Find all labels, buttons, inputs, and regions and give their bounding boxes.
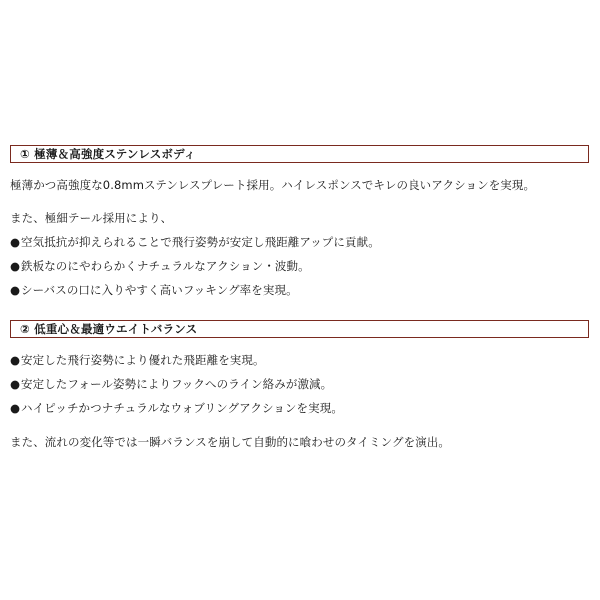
section-1-intro: また、極細テール採用により、	[10, 211, 173, 225]
bullet-icon: ●	[10, 401, 21, 415]
section-2-title: ② 低重心＆最適ウエイトバランス	[20, 322, 198, 336]
section-1-paragraph: 極薄かつ高強度な0.8mmステンレスプレート採用。ハイレスポンスでキレの良いアクションを実現。	[10, 178, 536, 192]
bullet-text: 鉄板なのにやわらかくナチュラルなアクション・波動。	[21, 259, 310, 273]
section-1-title: ① 極薄＆高強度ステンレスボディ	[20, 147, 196, 161]
section-2-bullet-2	[10, 377, 332, 391]
section-1-bullet-3	[10, 283, 298, 297]
section-1-header	[10, 145, 589, 163]
bullet-icon: ●	[10, 353, 21, 367]
bullet-icon: ●	[10, 377, 21, 391]
section-1-bullet-2	[10, 259, 310, 273]
bullet-text: 安定したフォール姿勢によりフックへのライン絡みが激減。	[21, 377, 333, 391]
section-1-bullet-1	[10, 235, 380, 249]
bullet-text: 安定した飛行姿勢により優れた飛距離を実現。	[21, 353, 265, 367]
section-2-bullet-1	[10, 353, 265, 367]
section-2-header	[10, 320, 589, 338]
bullet-text: 空気抵抗が抑えられることで飛行姿勢が安定し飛距離アップに貢献。	[21, 235, 380, 249]
bullet-text: シーバスの口に入りやすく高いフッキング率を実現。	[21, 283, 298, 297]
bullet-text: ハイピッチかつナチュラルなウォブリングアクションを実現。	[21, 401, 343, 415]
bullet-icon: ●	[10, 259, 21, 273]
bullet-icon: ●	[10, 283, 21, 297]
bullet-icon: ●	[10, 235, 21, 249]
section-2-closing: また、流れの変化等では一瞬バランスを崩して自動的に喰わせのタイミングを演出。	[10, 435, 450, 449]
section-2-bullet-3	[10, 401, 343, 415]
